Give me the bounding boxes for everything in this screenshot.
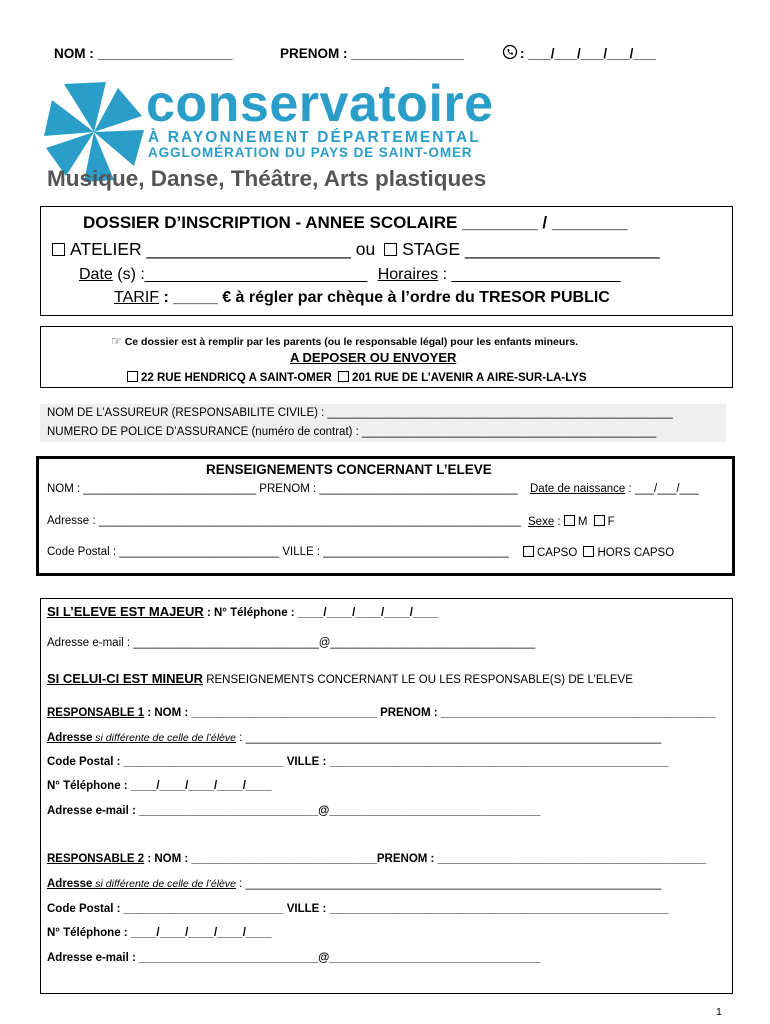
- capso-checkbox[interactable]: [523, 546, 534, 557]
- parent-note: ☞ Ce dossier est à remplir par les parents (ou le responsable légal) pour les enfants mineurs.: [111, 334, 579, 348]
- mineur-heading: SI CELUI-CI EST MINEUR RENSEIGNEMENTS CONCERNANT LE OU LES RESPONSABLE(S) DE L’ELEVE: [47, 671, 633, 686]
- tarif-field[interactable]: TARIF : _____ € à régler par chèque à l’ordre du TRESOR PUBLIC: [114, 289, 610, 306]
- date-field[interactable]: : ___/___/___/___/___: [520, 46, 656, 61]
- resp2-email-field[interactable]: Adresse e-mail : ____________________________@_________________________________: [47, 952, 541, 964]
- logo-wordmark: conservatoire: [146, 75, 494, 133]
- eleve-cp-field[interactable]: Code Postal : _________________________ VILLE : _____________________________: [47, 546, 509, 558]
- resp1-email-field[interactable]: Adresse e-mail : ____________________________@_________________________________: [47, 805, 541, 817]
- resp1-cp-field[interactable]: Code Postal : _________________________ VILLE : _____________________________________________________: [47, 756, 669, 768]
- hand-icon: ☞: [111, 334, 122, 348]
- resp1-tel-field[interactable]: N° Téléphone : ____/____/____/____/____: [47, 780, 272, 792]
- atelier-checkbox[interactable]: [52, 243, 65, 256]
- address1-checkbox[interactable]: [127, 371, 138, 382]
- sexe-m-checkbox[interactable]: [564, 515, 575, 526]
- resp2-nom-field[interactable]: RESPONSABLE 2 : NOM : _____________________________PRENOM : __________________________________________: [47, 853, 707, 865]
- sexe-f-checkbox[interactable]: [594, 515, 605, 526]
- stage-checkbox[interactable]: [384, 243, 397, 256]
- insurer-field[interactable]: NOM DE L’ASSUREUR (RESPONSABILITE CIVILE) : ______________________________________________________: [47, 407, 673, 419]
- eleve-title: RENSEIGNEMENTS CONCERNANT L’ELEVE: [206, 462, 492, 477]
- phone-icon: [502, 44, 518, 65]
- hors-capso-checkbox[interactable]: [583, 546, 594, 557]
- majeur-tel-field[interactable]: SI L’ELEVE EST MAJEUR : N° Téléphone : ____/____/____/____/____: [47, 604, 439, 619]
- eleve-sexe-field[interactable]: Sexe : M F: [528, 516, 615, 528]
- resp2-tel-field[interactable]: N° Téléphone : ____/____/____/____/____: [47, 927, 272, 939]
- dossier-title[interactable]: DOSSIER D’INSCRIPTION - ANNEE SCOLAIRE ________ / ________: [83, 213, 628, 232]
- resp2-adresse-field[interactable]: Adresse si différente de celle de l’élève : _________________________________________________________________: [47, 878, 662, 890]
- resp1-adresse-field[interactable]: Adresse si différente de celle de l’élève : _________________________________________________________________: [47, 732, 662, 744]
- capso-field[interactable]: CAPSO HORS CAPSO: [523, 546, 674, 559]
- logo-line2: AGGLOMÉRATION DU PAYS DE SAINT-OMER: [148, 145, 473, 160]
- deposit-addresses: 22 RUE HENDRICQ A SAINT-OMER 201 RUE DE L’AVENIR A AIRE-SUR-LA-LYS: [127, 371, 587, 384]
- page-subtitle: Musique, Danse, Théâtre, Arts plastiques: [47, 166, 487, 191]
- prenom-field[interactable]: PRENOM : _______________: [280, 46, 464, 61]
- eleve-nom-field[interactable]: NOM : ___________________________ PRENOM : _______________________________: [47, 483, 518, 495]
- majeur-email-field[interactable]: Adresse e-mail : _____________________________@________________________________: [47, 637, 536, 649]
- resp2-cp-field[interactable]: Code Postal : _________________________ VILLE : _____________________________________________________: [47, 903, 669, 915]
- nom-field[interactable]: NOM : __________________: [54, 46, 233, 61]
- page-number: 1: [716, 1006, 722, 1018]
- eleve-dob-field[interactable]: Date de naissance : ___/___/___: [530, 483, 699, 495]
- logo-line1: À RAYONNEMENT DÉPARTEMENTAL: [148, 129, 481, 146]
- atelier-field[interactable]: ATELIER _____________________ ou STAGE ____________________: [52, 239, 660, 260]
- date-horaires-field[interactable]: Date (s) :_________________________ Horaires : ___________________: [79, 266, 621, 283]
- eleve-adresse-field[interactable]: Adresse : __________________________________________________________________: [47, 515, 521, 527]
- address2-checkbox[interactable]: [338, 371, 349, 382]
- resp1-nom-field[interactable]: RESPONSABLE 1 : NOM : _____________________________ PRENOM : ___________________________________________: [47, 707, 716, 719]
- deposit-title: A DEPOSER OU ENVOYER: [290, 350, 457, 365]
- policy-field[interactable]: NUMERO DE POLICE D’ASSURANCE (numéro de contrat) : ______________________________________________: [47, 426, 657, 438]
